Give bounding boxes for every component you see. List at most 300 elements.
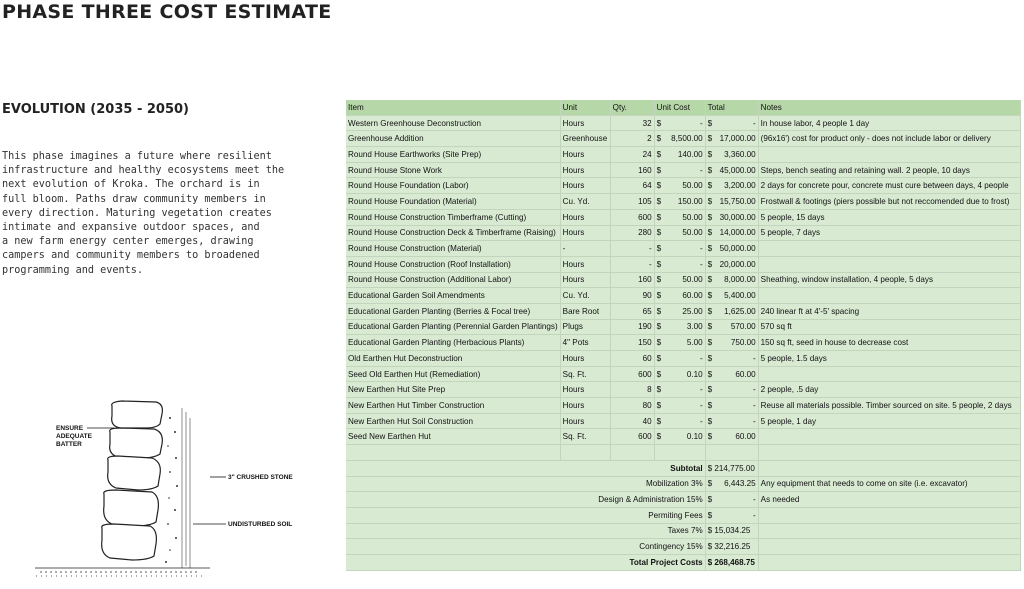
unit-cost-cell (654, 398, 705, 414)
amount: 8,000.00 (724, 275, 756, 285)
item-cell: Greenhouse Addition (346, 131, 560, 147)
currency-symbol: $ (707, 212, 713, 222)
item-cell: Educational Garden Planting (Berries & Focal tree) (346, 303, 560, 319)
summary-notes: Any equipment that needs to come on site (i.e. excavator) (758, 476, 1020, 492)
notes-cell: 2 people, .5 day (758, 382, 1020, 398)
amount: 8,500.00 (671, 134, 703, 144)
notes-cell: Reuse all materials possible. Timber sourced on site. 5 people, 2 days (758, 398, 1020, 414)
item-cell: Round House Construction (Roof Installation) (346, 256, 560, 272)
summary-row (346, 539, 1020, 555)
summary-label: Mobilization 3% (346, 476, 705, 492)
blank-cell (610, 445, 654, 461)
total-cell (705, 272, 758, 288)
unit-cell: Hours (560, 413, 610, 429)
amount: 750.00 (730, 338, 756, 348)
header-unit-cost: Unit Cost (654, 100, 705, 115)
table-row (346, 209, 1020, 225)
total-cell (705, 178, 758, 194)
qty-cell: 8 (610, 382, 654, 398)
summary-row (346, 507, 1020, 523)
unit-cell: Hours (560, 351, 610, 367)
amount: 140.00 (677, 149, 703, 159)
total-cell (705, 303, 758, 319)
amount: 15,750.00 (719, 196, 756, 206)
unit-cost-cell (654, 319, 705, 335)
batter-label-2: ADEQUATE (56, 433, 92, 440)
amount: - (752, 353, 756, 363)
unit-cost-cell (654, 429, 705, 445)
amount: 3,200.00 (724, 181, 756, 191)
amount: - (699, 416, 703, 426)
currency-symbol: $ (656, 400, 662, 410)
notes-cell (758, 429, 1020, 445)
description-line: intimate and expansive outdoor spaces, and (2, 222, 260, 234)
table-row (346, 335, 1020, 351)
total-cell (705, 115, 758, 131)
table-row (346, 382, 1020, 398)
summary-total (705, 476, 758, 492)
notes-cell: In house labor, 4 people 1 day (758, 115, 1020, 131)
currency-symbol: $ (656, 275, 662, 285)
description-line: every direction. Maturing vegetation creates (2, 207, 272, 219)
unit-cost-cell (654, 303, 705, 319)
unit-cell: Sq. Ft. (560, 429, 610, 445)
qty-cell: 2 (610, 131, 654, 147)
amount: $ 15,034.25 (707, 526, 751, 536)
notes-cell: Steps, bench seating and retaining wall. 2 people, 10 days (758, 162, 1020, 178)
total-cell (705, 225, 758, 241)
description-line: campers and community members to broadened (2, 250, 260, 262)
item-cell: Round House Foundation (Labor) (346, 178, 560, 194)
unit-cost-cell (654, 366, 705, 382)
notes-cell: 2 days for concrete pour, concrete must cure between days, 4 people (758, 178, 1020, 194)
unit-cost-cell (654, 256, 705, 272)
table-row (346, 241, 1020, 257)
amount: 50,000.00 (719, 244, 756, 254)
currency-symbol: $ (707, 495, 713, 505)
amount: 5.00 (686, 338, 703, 348)
item-cell: Round House Stone Work (346, 162, 560, 178)
unit-cell: Hours (560, 272, 610, 288)
currency-symbol: $ (707, 259, 713, 269)
header-item: Item (346, 100, 560, 115)
amount: - (752, 385, 756, 395)
currency-symbol: $ (656, 244, 662, 254)
unit-cost-cell (654, 413, 705, 429)
batter-label-1: ENSURE (56, 425, 84, 432)
notes-cell (758, 147, 1020, 163)
amount: - (699, 385, 703, 395)
header-qty: Qty. (610, 100, 654, 115)
soil-hatching (182, 408, 190, 568)
currency-symbol: $ (707, 118, 713, 128)
amount: 3.00 (686, 322, 703, 332)
header-unit: Unit (560, 100, 610, 115)
total-cell (705, 241, 758, 257)
summary-notes: As needed (758, 492, 1020, 508)
amount: 3,360.00 (724, 149, 756, 159)
currency-symbol: $ (707, 275, 713, 285)
qty-cell: 65 (610, 303, 654, 319)
table-row (346, 413, 1020, 429)
item-cell: Round House Foundation (Material) (346, 194, 560, 210)
item-cell: New Earthen Hut Site Prep (346, 382, 560, 398)
summary-label: Contingency 15% (346, 539, 705, 555)
phase-description (2, 150, 292, 278)
amount: $ 214,775.00 (707, 463, 755, 473)
amount: 25.00 (682, 306, 703, 316)
notes-cell: Frostwall & footings (piers possible but not reccomended due to frost) (758, 194, 1020, 210)
summary-notes (758, 460, 1020, 476)
summary-row (346, 492, 1020, 508)
table-row (346, 147, 1020, 163)
amount: - (699, 165, 703, 175)
amount: 50.00 (682, 228, 703, 238)
description-line: full bloom. Paths draw community members in (2, 193, 266, 205)
notes-cell (758, 288, 1020, 304)
currency-symbol: $ (707, 306, 713, 316)
summary-total (705, 460, 758, 476)
crushed-stone-fill (165, 417, 178, 563)
unit-cost-cell (654, 335, 705, 351)
qty-cell: - (610, 256, 654, 272)
total-cell (705, 398, 758, 414)
notes-cell: 240 linear ft at 4'-5' spacing (758, 303, 1020, 319)
unit-cost-cell (654, 272, 705, 288)
amount: - (752, 495, 756, 505)
qty-cell: 160 (610, 272, 654, 288)
total-cell (705, 429, 758, 445)
summary-label: Taxes 7% (346, 523, 705, 539)
header-notes: Notes (758, 100, 1020, 115)
amount: 6,443.25 (724, 479, 756, 489)
total-cell (705, 256, 758, 272)
summary-notes (758, 539, 1020, 555)
unit-cost-cell (654, 162, 705, 178)
table-row (346, 131, 1020, 147)
page-title: PHASE THREE COST ESTIMATE (2, 1, 332, 23)
notes-cell: 5 people, 15 days (758, 209, 1020, 225)
item-cell: Seed New Earthen Hut (346, 429, 560, 445)
item-cell: Round House Construction Timberframe (Cutting) (346, 209, 560, 225)
blank-cell (654, 445, 705, 461)
item-cell: Educational Garden Planting (Perennial Garden Plantings) (346, 319, 560, 335)
total-cell (705, 162, 758, 178)
currency-symbol: $ (707, 165, 713, 175)
currency-symbol: $ (707, 385, 713, 395)
currency-symbol: $ (656, 149, 662, 159)
currency-symbol: $ (656, 322, 662, 332)
unit-cell: Plugs (560, 319, 610, 335)
unit-cell: Hours (560, 162, 610, 178)
currency-symbol: $ (656, 432, 662, 442)
total-cell (705, 319, 758, 335)
unit-cost-cell (654, 131, 705, 147)
amount: 0.10 (686, 369, 703, 379)
unit-cell: Cu. Yd. (560, 288, 610, 304)
total-cell (705, 335, 758, 351)
blank-cell (560, 445, 610, 461)
currency-symbol: $ (656, 134, 662, 144)
blank-cell (346, 445, 560, 461)
notes-cell: 570 sq ft (758, 319, 1020, 335)
currency-symbol: $ (707, 432, 713, 442)
description-line: infrastructure and healthy ecosystems meet the (2, 165, 285, 177)
qty-cell: 160 (610, 162, 654, 178)
item-cell: Round House Earthworks (Site Prep) (346, 147, 560, 163)
amount: - (752, 416, 756, 426)
amount: 17,000.00 (719, 134, 756, 144)
table-header-row (346, 100, 1020, 115)
total-cell (705, 209, 758, 225)
table-row (346, 194, 1020, 210)
qty-cell: 600 (610, 366, 654, 382)
currency-symbol: $ (707, 338, 713, 348)
item-cell: Round House Construction (Material) (346, 241, 560, 257)
notes-cell: (96x16') cost for product only - does not include labor or delivery (758, 131, 1020, 147)
table-row (346, 398, 1020, 414)
currency-symbol: $ (656, 306, 662, 316)
currency-symbol: $ (707, 479, 713, 489)
unit-cost-cell (654, 382, 705, 398)
amount: 1,625.00 (724, 306, 756, 316)
table-row (346, 319, 1020, 335)
amount: 5,400.00 (724, 291, 756, 301)
currency-symbol: $ (707, 322, 713, 332)
amount: 30,000.00 (719, 212, 756, 222)
notes-cell (758, 366, 1020, 382)
currency-symbol: $ (656, 118, 662, 128)
batter-label-3: BATTER (56, 441, 82, 448)
currency-symbol: $ (656, 416, 662, 426)
currency-symbol: $ (707, 369, 713, 379)
summary-total (705, 523, 758, 539)
table-row (346, 272, 1020, 288)
qty-cell: 32 (610, 115, 654, 131)
item-cell: Round House Construction (Additional Labor) (346, 272, 560, 288)
unit-cell: 4" Pots (560, 335, 610, 351)
notes-cell: Sheathing, window installation, 4 people, 5 days (758, 272, 1020, 288)
table-row (346, 225, 1020, 241)
item-cell: Western Greenhouse Deconstruction (346, 115, 560, 131)
blank-cell (705, 445, 758, 461)
unit-cost-cell (654, 351, 705, 367)
qty-cell: 600 (610, 209, 654, 225)
summary-row (346, 554, 1020, 570)
table-row (346, 351, 1020, 367)
notes-cell: 150 sq ft, seed in house to decrease cost (758, 335, 1020, 351)
crushed-stone-label: 3" CRUSHED STONE (228, 474, 293, 481)
unit-cell: Hours (560, 382, 610, 398)
notes-cell: 5 people, 1.5 days (758, 351, 1020, 367)
qty-cell: 24 (610, 147, 654, 163)
description-line: a new farm energy center emerges, drawing (2, 236, 254, 248)
total-cell (705, 288, 758, 304)
currency-symbol: $ (656, 212, 662, 222)
unit-cost-cell (654, 147, 705, 163)
currency-symbol: $ (707, 416, 713, 426)
amount: - (752, 510, 756, 520)
item-cell: Seed Old Earthen Hut (Remediation) (346, 366, 560, 382)
unit-cell: Bare Root (560, 303, 610, 319)
table-row (346, 366, 1020, 382)
currency-symbol: $ (656, 385, 662, 395)
qty-cell: - (610, 241, 654, 257)
currency-symbol: $ (707, 134, 713, 144)
unit-cell: Hours (560, 209, 610, 225)
currency-symbol: $ (656, 196, 662, 206)
unit-cell: Hours (560, 225, 610, 241)
amount: 0.10 (686, 432, 703, 442)
item-cell: Old Earthen Hut Deconstruction (346, 351, 560, 367)
currency-symbol: $ (656, 165, 662, 175)
total-cell (705, 382, 758, 398)
unit-cost-cell (654, 241, 705, 257)
qty-cell: 280 (610, 225, 654, 241)
summary-row (346, 460, 1020, 476)
amount: $ 268,468.75 (707, 557, 755, 567)
unit-cost-cell (654, 209, 705, 225)
summary-label: Total Project Costs (346, 554, 705, 570)
description-line: This phase imagines a future where resilient (2, 151, 272, 162)
unit-cell: Greenhouse (560, 131, 610, 147)
currency-symbol: $ (707, 291, 713, 301)
summary-total (705, 507, 758, 523)
description-line: next evolution of Kroka. The orchard is in (2, 179, 260, 191)
table-row (346, 115, 1020, 131)
currency-symbol: $ (656, 338, 662, 348)
qty-cell: 40 (610, 413, 654, 429)
qty-cell: 150 (610, 335, 654, 351)
amount: - (752, 400, 756, 410)
unit-cell: - (560, 241, 610, 257)
summary-label: Subtotal (346, 460, 705, 476)
unit-cell: Hours (560, 178, 610, 194)
currency-symbol: $ (656, 228, 662, 238)
amount: 20,000.00 (719, 259, 756, 269)
item-cell: Round House Construction Deck & Timberframe (Raising) (346, 225, 560, 241)
notes-cell: 5 people, 7 days (758, 225, 1020, 241)
qty-cell: 60 (610, 351, 654, 367)
amount: 60.00 (735, 432, 756, 442)
currency-symbol: $ (707, 244, 713, 254)
unit-cost-cell (654, 225, 705, 241)
amount: - (752, 118, 756, 128)
amount: - (699, 353, 703, 363)
summary-notes (758, 554, 1020, 570)
total-cell (705, 131, 758, 147)
table-row (346, 178, 1020, 194)
era-heading: EVOLUTION (2035 - 2050) (2, 102, 189, 117)
amount: 150.00 (677, 196, 703, 206)
qty-cell: 64 (610, 178, 654, 194)
qty-cell: 90 (610, 288, 654, 304)
unit-cost-cell (654, 115, 705, 131)
summary-label: Design & Administration 15% (346, 492, 705, 508)
summary-label: Permiting Fees (346, 507, 705, 523)
qty-cell: 105 (610, 194, 654, 210)
notes-cell (758, 241, 1020, 257)
summary-notes (758, 523, 1020, 539)
total-cell (705, 366, 758, 382)
unit-cost-cell (654, 194, 705, 210)
stone-wall-illustration (102, 401, 163, 560)
retaining-wall-diagram (30, 398, 330, 588)
currency-symbol: $ (656, 369, 662, 379)
qty-cell: 190 (610, 319, 654, 335)
amount: 14,000.00 (719, 228, 756, 238)
item-cell: New Earthen Hut Soil Construction (346, 413, 560, 429)
currency-symbol: $ (656, 181, 662, 191)
ground-line (35, 568, 210, 576)
unit-cost-cell (654, 288, 705, 304)
table-row (346, 303, 1020, 319)
summary-notes (758, 507, 1020, 523)
amount: 45,000.00 (719, 165, 756, 175)
unit-cell: Hours (560, 398, 610, 414)
description-line: programming and events. (2, 264, 144, 276)
amount: - (699, 118, 703, 128)
header-total: Total (705, 100, 758, 115)
amount: - (699, 244, 703, 254)
undisturbed-soil-label: UNDISTURBED SOIL (228, 521, 293, 528)
amount: 50.00 (682, 181, 703, 191)
total-cell (705, 351, 758, 367)
amount: 60.00 (682, 291, 703, 301)
amount: - (699, 259, 703, 269)
unit-cell: Hours (560, 147, 610, 163)
total-cell (705, 194, 758, 210)
currency-symbol: $ (707, 353, 713, 363)
amount: 50.00 (682, 212, 703, 222)
summary-row (346, 476, 1020, 492)
unit-cell: Hours (560, 256, 610, 272)
item-cell: Educational Garden Planting (Herbacious Plants) (346, 335, 560, 351)
summary-total (705, 492, 758, 508)
currency-symbol: $ (656, 353, 662, 363)
summary-row (346, 523, 1020, 539)
table-row (346, 288, 1020, 304)
qty-cell: 80 (610, 398, 654, 414)
notes-cell: 5 people, 1 day (758, 413, 1020, 429)
currency-symbol: $ (707, 196, 713, 206)
currency-symbol: $ (707, 149, 713, 159)
qty-cell: 600 (610, 429, 654, 445)
total-cell (705, 147, 758, 163)
currency-symbol: $ (707, 510, 713, 520)
notes-cell (758, 256, 1020, 272)
currency-symbol: $ (707, 181, 713, 191)
blank-row (346, 445, 1020, 461)
unit-cell: Cu. Yd. (560, 194, 610, 210)
amount: 570.00 (730, 322, 756, 332)
total-cell (705, 413, 758, 429)
table-row (346, 162, 1020, 178)
currency-symbol: $ (656, 291, 662, 301)
summary-total (705, 539, 758, 555)
amount: - (699, 400, 703, 410)
item-cell: Educational Garden Soil Amendments (346, 288, 560, 304)
unit-cell: Sq. Ft. (560, 366, 610, 382)
table-row (346, 256, 1020, 272)
currency-symbol: $ (707, 400, 713, 410)
table-row (346, 429, 1020, 445)
blank-cell (758, 445, 1020, 461)
cost-estimate-table (346, 100, 1021, 571)
currency-symbol: $ (707, 228, 713, 238)
amount: $ 32,216.25 (707, 542, 751, 552)
summary-total (705, 554, 758, 570)
